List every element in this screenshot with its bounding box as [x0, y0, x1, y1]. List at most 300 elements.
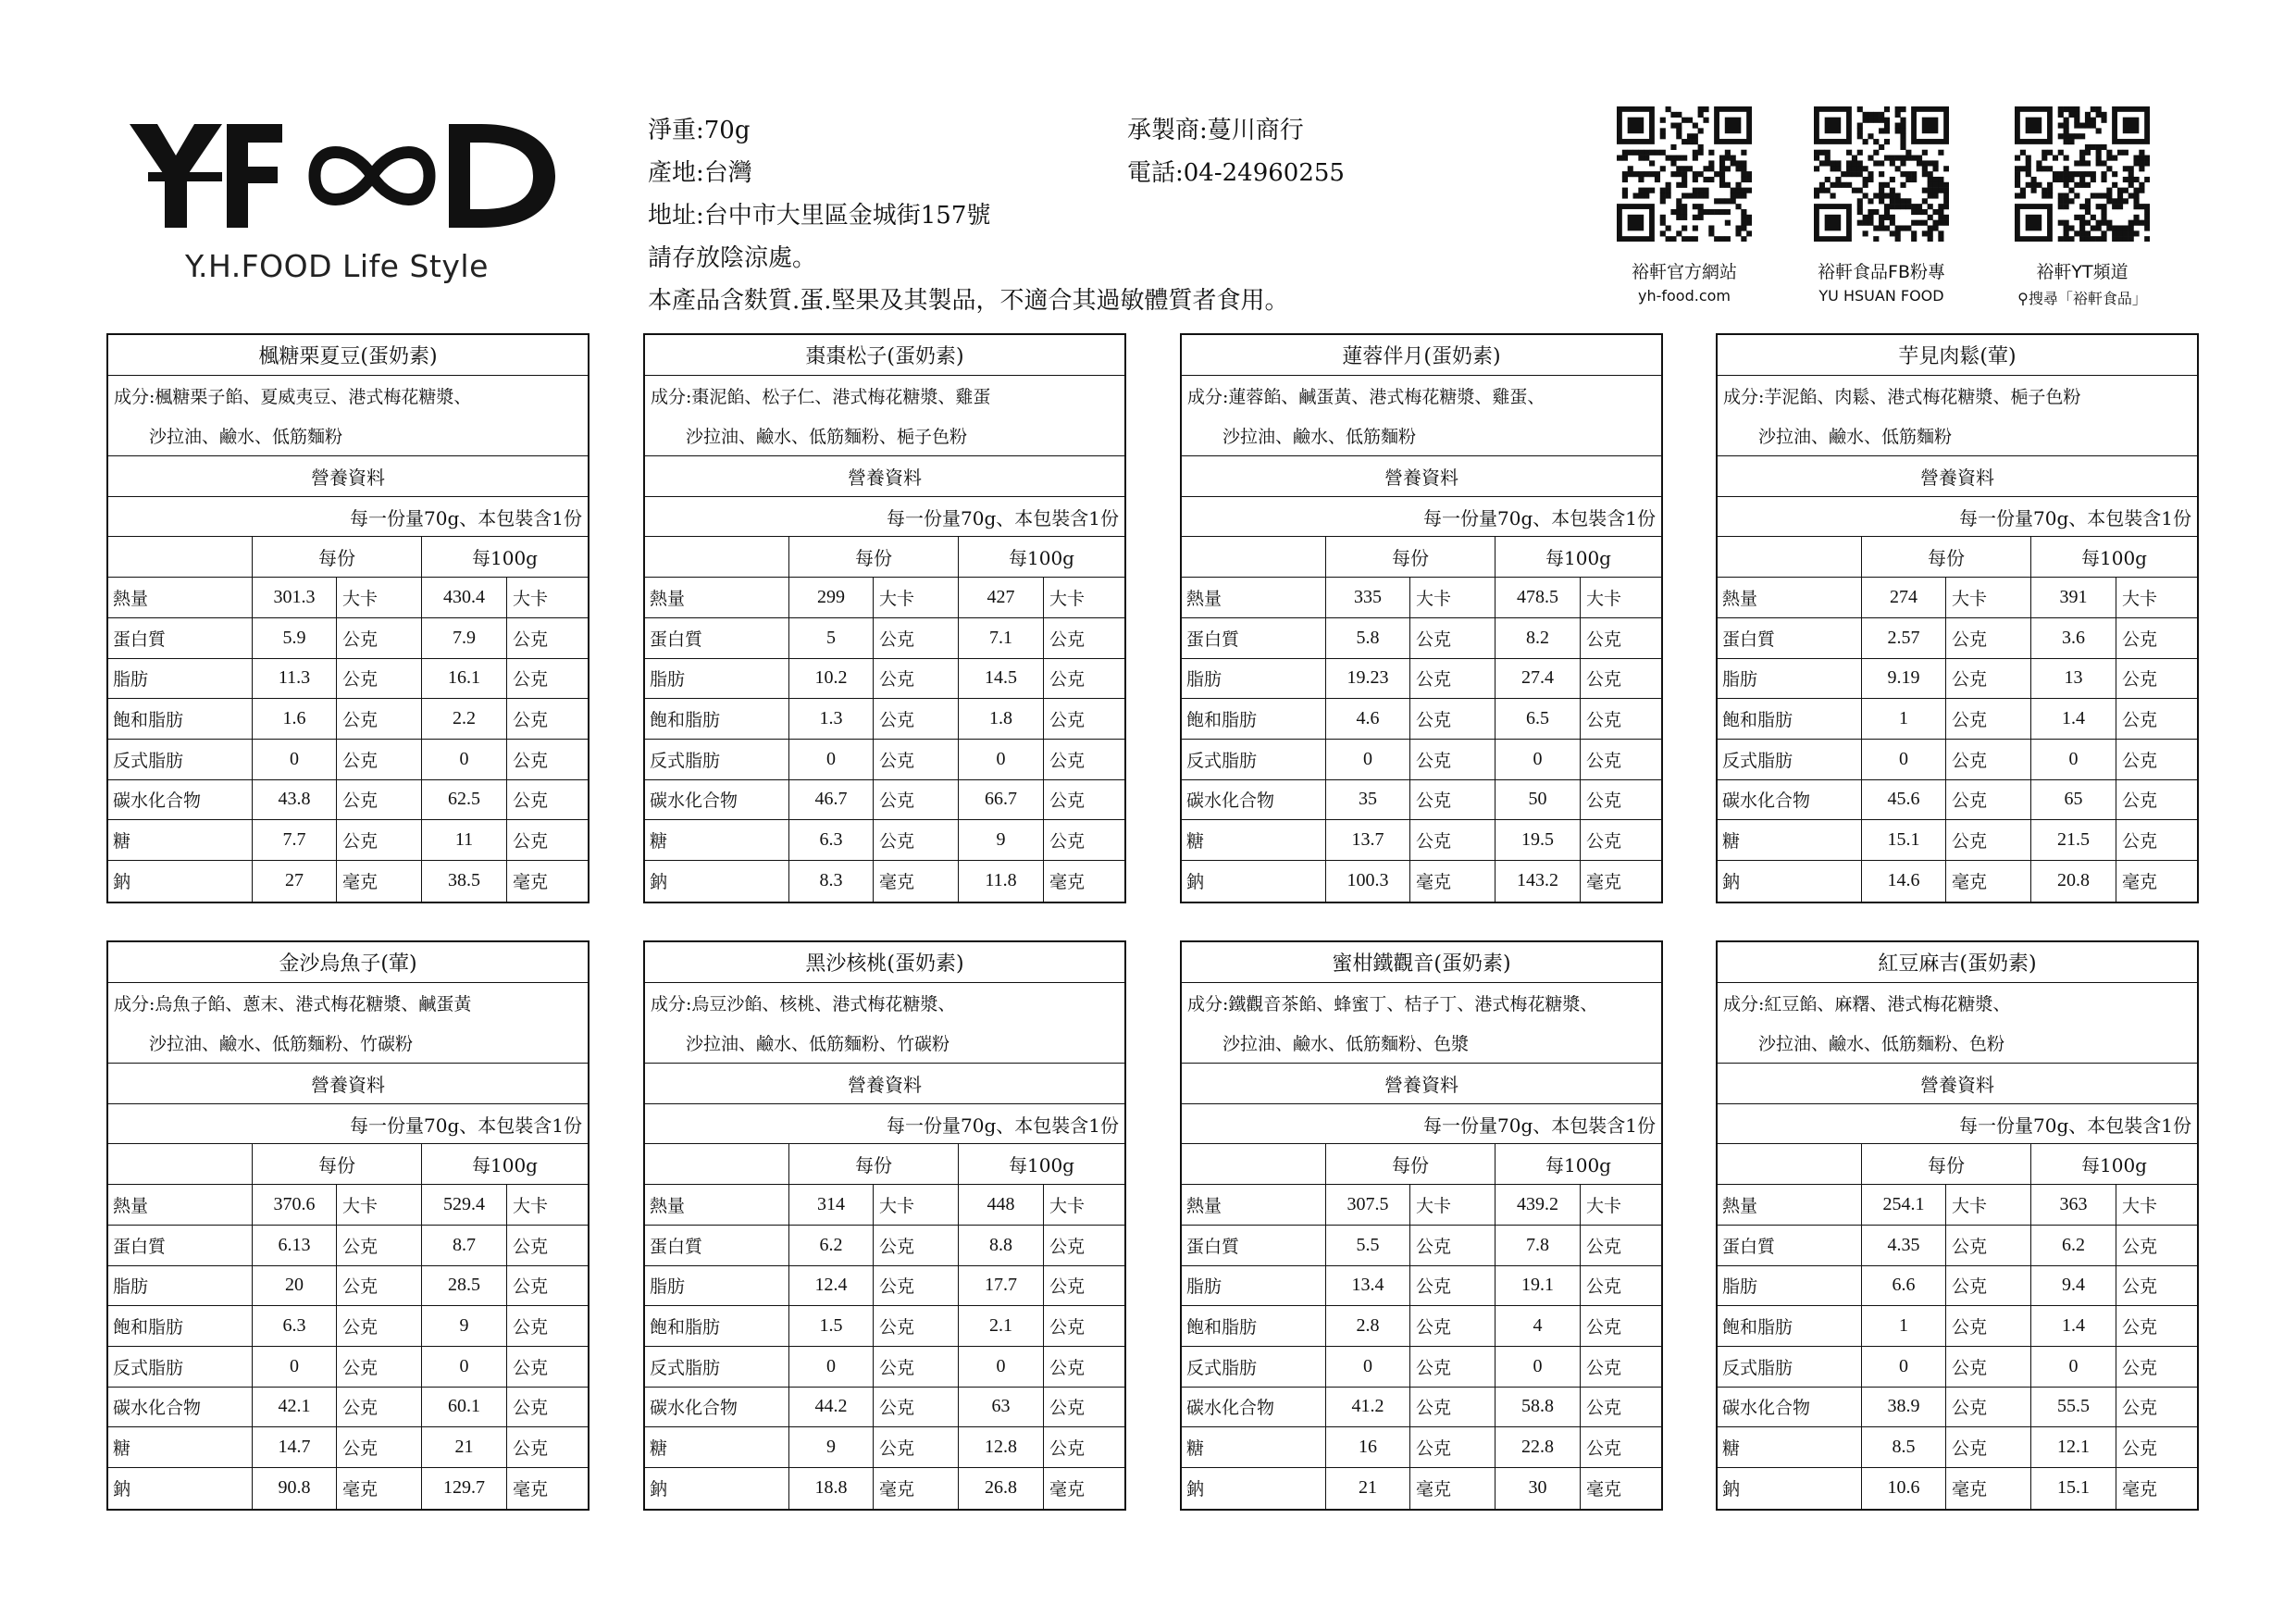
product-card [1180, 940, 1663, 1511]
nutrient-name: 糖 [650, 1438, 668, 1460]
serving-size: 每一份量70g、本包裝含1份 [1182, 497, 1661, 538]
nutrient-row [108, 1468, 588, 1509]
nutrient-row [108, 820, 588, 861]
per-serving-unit: 大卡 [336, 1185, 421, 1225]
nutrient-name: 脂肪 [650, 669, 686, 691]
per-100g-value: 1.4 [2030, 1306, 2116, 1346]
nutrient-row [1718, 1226, 2197, 1266]
nutrient-name: 脂肪 [650, 1276, 686, 1298]
per-100g-value: 8.7 [421, 1226, 506, 1265]
nutrient-name: 鈉 [650, 872, 668, 893]
per-serving-unit: 毫克 [873, 861, 958, 902]
per-serving-unit: 公克 [336, 820, 421, 860]
per-100g-value: 55.5 [2030, 1388, 2116, 1427]
nutrient-row [645, 618, 1124, 659]
per-100g-unit: 公克 [506, 1226, 588, 1265]
nutrient-row [108, 578, 588, 618]
nutrient-row [645, 1185, 1124, 1226]
qr-code-icon [1617, 106, 1752, 242]
serving-size: 每一份量70g、本包裝含1份 [645, 497, 1124, 538]
nutrient-name: 飽和脂肪 [650, 1317, 721, 1338]
per-serving-unit: 毫克 [1945, 861, 2030, 902]
per-serving-unit: 公克 [1945, 1226, 2030, 1265]
nutrient-row [1718, 1306, 2197, 1347]
per-serving-value: 6.3 [788, 820, 873, 860]
nutrient-name: 飽和脂肪 [650, 710, 721, 731]
per-100g-unit: 公克 [2116, 699, 2197, 739]
per-serving-unit: 公克 [1409, 1306, 1495, 1346]
per-serving-unit: 公克 [873, 780, 958, 820]
per-100g-value: 21 [421, 1427, 506, 1467]
qr-fb-page[interactable] [1793, 106, 1969, 305]
per-100g-value: 19.1 [1495, 1266, 1580, 1306]
per-serving-value: 9.19 [1861, 659, 1945, 699]
per-serving-unit: 公克 [336, 1388, 421, 1427]
per-serving-value: 301.3 [252, 578, 336, 617]
maker-info [1127, 109, 1345, 194]
qr-label: 裕軒官方網站 [1631, 262, 1737, 282]
per-serving-unit: 毫克 [336, 861, 421, 902]
per-100g-value: 0 [1495, 740, 1580, 779]
nutrient-name: 熱量 [650, 1195, 686, 1216]
product-name: 金沙烏魚子(葷) [108, 942, 588, 983]
per-100g-unit: 大卡 [506, 1185, 588, 1225]
per-serving-value: 370.6 [252, 1185, 336, 1225]
nutrient-row [108, 1306, 588, 1347]
per-serving-value: 0 [1861, 1347, 1945, 1387]
nutrient-row [108, 1427, 588, 1468]
per-100g-unit: 公克 [1043, 780, 1124, 820]
per-serving-value: 314 [788, 1185, 873, 1225]
nutrient-row [1718, 861, 2197, 902]
per-serving-value: 274 [1861, 578, 1945, 617]
per-serving-value: 18.8 [788, 1468, 873, 1509]
header-per-100g: 每100g [421, 1144, 588, 1184]
per-serving-value: 5.9 [252, 618, 336, 658]
per-100g-value: 0 [958, 740, 1043, 779]
header-per-serving: 每份 [788, 1144, 958, 1184]
per-serving-unit: 公克 [1409, 1388, 1495, 1427]
per-100g-unit: 毫克 [2116, 861, 2197, 902]
nutrition-heading: 營養資料 [108, 1064, 588, 1104]
per-100g-unit: 公克 [2116, 780, 2197, 820]
per-serving-unit: 公克 [1945, 1266, 2030, 1306]
nutrient-name: 反式脂肪 [1722, 1357, 1793, 1378]
per-serving-value: 27 [252, 861, 336, 902]
per-100g-value: 30 [1495, 1468, 1580, 1509]
ingredients-line-1: 成分:棗泥餡、松子仁、港式梅花糖漿、雞蛋 [651, 387, 991, 408]
per-serving-unit: 公克 [1409, 659, 1495, 699]
per-serving-unit: 公克 [873, 1226, 958, 1265]
header-per-serving: 每份 [252, 1144, 421, 1184]
nutrient-row [645, 1347, 1124, 1388]
nutrient-name: 糖 [1186, 1438, 1205, 1460]
per-serving-unit: 公克 [336, 1266, 421, 1306]
per-serving-unit: 公克 [873, 820, 958, 860]
nutrient-row [1718, 659, 2197, 700]
per-100g-value: 439.2 [1495, 1185, 1580, 1225]
per-serving-unit: 公克 [336, 659, 421, 699]
header-per-serving: 每份 [788, 537, 958, 577]
per-100g-unit: 毫克 [2116, 1468, 2197, 1509]
header-per-serving: 每份 [1325, 537, 1495, 577]
nutrient-name: 飽和脂肪 [1722, 1317, 1793, 1338]
per-serving-unit: 大卡 [1409, 1185, 1495, 1225]
nutrient-row [1718, 780, 2197, 821]
per-serving-value: 7.7 [252, 820, 336, 860]
per-serving-value: 10.2 [788, 659, 873, 699]
per-serving-unit: 公克 [1945, 1306, 2030, 1346]
per-100g-value: 129.7 [421, 1468, 506, 1509]
nutrient-name: 碳水化合物 [1722, 790, 1811, 812]
per-100g-value: 60.1 [421, 1388, 506, 1427]
per-100g-value: 2.2 [421, 699, 506, 739]
ingredients-line-2: 沙拉油、鹼水、低筋麵粉、竹碳粉 [645, 1023, 1124, 1064]
per-100g-value: 363 [2030, 1185, 2116, 1225]
per-100g-unit: 公克 [2116, 1266, 2197, 1306]
nutrient-row [645, 699, 1124, 740]
per-serving-unit: 公克 [873, 699, 958, 739]
per-serving-value: 1 [1861, 699, 1945, 739]
nutrient-row [1718, 1347, 2197, 1388]
per-100g-value: 9 [421, 1306, 506, 1346]
nutrient-row [108, 1266, 588, 1307]
nutrient-row [1182, 1347, 1661, 1388]
header-per-100g: 每100g [1495, 537, 1661, 577]
per-100g-unit: 公克 [1580, 699, 1661, 739]
nutrient-row [108, 1226, 588, 1266]
per-100g-unit: 公克 [1580, 618, 1661, 658]
per-serving-unit: 公克 [1409, 740, 1495, 779]
nutrient-name: 脂肪 [1186, 669, 1222, 691]
per-100g-unit: 公克 [1580, 1226, 1661, 1265]
qr-sub: ⚲搜尋「裕軒食品」 [2017, 290, 2147, 307]
header-per-100g: 每100g [2030, 1144, 2197, 1184]
per-serving-value: 254.1 [1861, 1185, 1945, 1225]
qr-sub: YU HSUAN FOOD [1818, 287, 1944, 305]
per-serving-value: 90.8 [252, 1468, 336, 1509]
origin: 產地:台灣 [648, 159, 752, 187]
per-100g-value: 28.5 [421, 1266, 506, 1306]
per-100g-unit: 大卡 [1580, 578, 1661, 617]
nutrient-name: 鈉 [113, 872, 131, 893]
per-serving-value: 16 [1325, 1427, 1409, 1467]
per-100g-unit: 公克 [1043, 1226, 1124, 1265]
per-serving-unit: 毫克 [1945, 1468, 2030, 1509]
per-serving-unit: 公克 [1945, 1347, 2030, 1387]
per-serving-value: 35 [1325, 780, 1409, 820]
ingredients-line-1: 成分:蓮蓉餡、鹹蛋黃、港式梅花糖漿、雞蛋、 [1187, 387, 1545, 408]
search-icon: ⚲ [2017, 290, 2029, 307]
per-100g-unit: 公克 [506, 659, 588, 699]
per-serving-unit: 公克 [1945, 699, 2030, 739]
ingredients-line-2: 沙拉油、鹼水、低筋麵粉 [1182, 416, 1661, 456]
per-100g-value: 7.1 [958, 618, 1043, 658]
nutrient-row [1718, 820, 2197, 861]
nutrient-row [1182, 1226, 1661, 1266]
nutrient-name: 蛋白質 [113, 1236, 167, 1257]
nutrient-row [1182, 659, 1661, 700]
per-100g-unit: 公克 [1580, 1347, 1661, 1387]
nutrition-heading: 營養資料 [1182, 456, 1661, 497]
per-serving-value: 299 [788, 578, 873, 617]
per-100g-unit: 公克 [1043, 1306, 1124, 1346]
header-per-serving: 每份 [1861, 537, 2030, 577]
ingredients-line-1: 成分:紅豆餡、麻糬、港式梅花糖漿、 [1723, 994, 2011, 1015]
nutrient-name: 脂肪 [1722, 1276, 1758, 1298]
qr-code-icon [1814, 106, 1949, 242]
per-serving-value: 335 [1325, 578, 1409, 617]
per-serving-unit: 公克 [1409, 1226, 1495, 1265]
nutrient-name: 蛋白質 [1186, 629, 1240, 650]
per-serving-unit: 公克 [873, 1388, 958, 1427]
serving-size: 每一份量70g、本包裝含1份 [1182, 1104, 1661, 1145]
nutrient-name: 碳水化合物 [650, 1398, 738, 1419]
nutrient-row [645, 1388, 1124, 1428]
per-serving-unit: 公克 [873, 1347, 958, 1387]
per-serving-value: 12.4 [788, 1266, 873, 1306]
per-100g-value: 1.8 [958, 699, 1043, 739]
per-serving-value: 6.13 [252, 1226, 336, 1265]
per-100g-unit: 公克 [1580, 1427, 1661, 1467]
ingredients-line-1: 成分:楓糖栗子餡、夏威夷豆、港式梅花糖漿、 [114, 387, 472, 408]
ingredients-line-2: 沙拉油、鹼水、低筋麵粉、色漿 [1182, 1023, 1661, 1064]
per-100g-value: 17.7 [958, 1266, 1043, 1306]
per-100g-unit: 公克 [1580, 1388, 1661, 1427]
per-100g-value: 65 [2030, 780, 2116, 820]
per-serving-value: 1 [1861, 1306, 1945, 1346]
nutrient-name: 反式脂肪 [1186, 750, 1258, 771]
header-per-100g: 每100g [2030, 537, 2197, 577]
per-serving-value: 6.6 [1861, 1266, 1945, 1306]
per-100g-value: 15.1 [2030, 1468, 2116, 1509]
nutrient-name: 反式脂肪 [650, 1357, 721, 1378]
nutrient-row [645, 861, 1124, 902]
qr-official-site[interactable] [1596, 106, 1772, 305]
nutrient-name: 糖 [1722, 1438, 1741, 1460]
per-100g-value: 66.7 [958, 780, 1043, 820]
ingredients-line-1: 成分:鐵觀音茶餡、蜂蜜丁、桔子丁、港式梅花糖漿、 [1187, 994, 1598, 1015]
nutrient-row [1182, 1306, 1661, 1347]
per-100g-unit: 毫克 [1043, 1468, 1124, 1509]
per-100g-unit: 公克 [2116, 820, 2197, 860]
per-100g-value: 21.5 [2030, 820, 2116, 860]
nutrition-header-row [108, 1144, 588, 1185]
per-serving-value: 0 [1325, 740, 1409, 779]
per-serving-value: 15.1 [1861, 820, 1945, 860]
per-serving-unit: 公克 [1945, 780, 2030, 820]
nutrient-row [1182, 1427, 1661, 1468]
per-serving-value: 14.7 [252, 1427, 336, 1467]
header-blank [645, 1144, 788, 1184]
per-100g-value: 50 [1495, 780, 1580, 820]
product-name: 蜜柑鐵觀音(蛋奶素) [1182, 942, 1661, 983]
per-serving-unit: 公克 [336, 1347, 421, 1387]
per-100g-unit: 公克 [1580, 740, 1661, 779]
per-100g-value: 20.8 [2030, 861, 2116, 902]
per-serving-value: 0 [788, 740, 873, 779]
qr-code-icon [2015, 106, 2150, 242]
nutrient-name: 糖 [113, 831, 131, 853]
per-100g-unit: 毫克 [1043, 861, 1124, 902]
nutrient-name: 反式脂肪 [113, 1357, 184, 1378]
per-serving-value: 5.5 [1325, 1226, 1409, 1265]
per-serving-unit: 大卡 [873, 578, 958, 617]
per-100g-value: 19.5 [1495, 820, 1580, 860]
per-serving-unit: 大卡 [873, 1185, 958, 1225]
qr-yt-channel[interactable] [1994, 106, 2170, 308]
per-serving-value: 0 [1325, 1347, 1409, 1387]
per-serving-value: 14.6 [1861, 861, 1945, 902]
per-serving-unit: 公克 [1945, 740, 2030, 779]
per-100g-unit: 公克 [1043, 699, 1124, 739]
per-serving-value: 1.5 [788, 1306, 873, 1346]
per-100g-unit: 公克 [2116, 659, 2197, 699]
per-serving-value: 46.7 [788, 780, 873, 820]
per-100g-value: 7.8 [1495, 1226, 1580, 1265]
per-100g-unit: 公克 [1043, 1388, 1124, 1427]
nutrient-name: 反式脂肪 [1186, 1357, 1258, 1378]
nutrient-name: 蛋白質 [1186, 1236, 1240, 1257]
per-serving-unit: 公克 [336, 618, 421, 658]
nutrient-name: 熱量 [1722, 1195, 1758, 1216]
per-100g-unit: 毫克 [1580, 1468, 1661, 1509]
nutrient-name: 蛋白質 [1722, 629, 1776, 650]
per-serving-unit: 大卡 [1945, 578, 2030, 617]
per-serving-value: 0 [788, 1347, 873, 1387]
per-100g-unit: 公克 [1043, 1266, 1124, 1306]
per-100g-value: 0 [958, 1347, 1043, 1387]
ingredients-line-2: 沙拉油、鹼水、低筋麵粉 [108, 416, 588, 456]
per-serving-unit: 公克 [336, 1427, 421, 1467]
nutrient-name: 蛋白質 [650, 1236, 703, 1257]
qr-label: 裕軒YT頻道 [2036, 262, 2128, 282]
per-100g-unit: 公克 [1580, 820, 1661, 860]
product-name: 紅豆麻吉(蛋奶素) [1718, 942, 2197, 983]
per-100g-unit: 公克 [2116, 1306, 2197, 1346]
header-per-100g: 每100g [958, 1144, 1124, 1184]
per-serving-value: 2.8 [1325, 1306, 1409, 1346]
address: 地址:台中市大里區金城街157號 [648, 202, 991, 230]
product-name: 棗棗松子(蛋奶素) [645, 335, 1124, 376]
nutrient-row [1718, 618, 2197, 659]
nutrient-row [645, 1306, 1124, 1347]
per-100g-value: 12.1 [2030, 1427, 2116, 1467]
per-100g-value: 529.4 [421, 1185, 506, 1225]
per-100g-value: 143.2 [1495, 861, 1580, 902]
nutrient-name: 飽和脂肪 [113, 1317, 184, 1338]
nutrition-heading: 營養資料 [645, 456, 1124, 497]
nutrient-name: 碳水化合物 [113, 1398, 202, 1419]
per-100g-unit: 大卡 [1043, 578, 1124, 617]
nutrient-row [645, 659, 1124, 700]
nutrient-name: 糖 [650, 831, 668, 853]
per-serving-value: 6.2 [788, 1226, 873, 1265]
nutrient-row [1718, 1266, 2197, 1307]
per-100g-unit: 公克 [506, 1266, 588, 1306]
per-serving-unit: 毫克 [1409, 861, 1495, 902]
nutrition-heading: 營養資料 [1718, 1064, 2197, 1104]
nutrient-name: 鈉 [1722, 1479, 1741, 1500]
per-serving-value: 4.6 [1325, 699, 1409, 739]
ingredients-line-2: 沙拉油、鹼水、低筋麵粉、梔子色粉 [645, 416, 1124, 456]
per-serving-value: 0 [252, 1347, 336, 1387]
per-100g-value: 12.8 [958, 1427, 1043, 1467]
nutrition-header-row [1718, 537, 2197, 578]
per-100g-value: 38.5 [421, 861, 506, 902]
per-100g-unit: 公克 [506, 1388, 588, 1427]
per-100g-value: 8.8 [958, 1226, 1043, 1265]
per-serving-value: 13.4 [1325, 1266, 1409, 1306]
per-100g-unit: 毫克 [506, 861, 588, 902]
product-card [643, 940, 1126, 1511]
serving-size: 每一份量70g、本包裝含1份 [645, 1104, 1124, 1145]
per-serving-unit: 毫克 [336, 1468, 421, 1509]
per-100g-value: 9.4 [2030, 1266, 2116, 1306]
product-card [1716, 940, 2199, 1511]
nutrient-row [108, 1388, 588, 1428]
per-serving-unit: 公克 [336, 1306, 421, 1346]
nutrient-name: 反式脂肪 [650, 750, 721, 771]
per-100g-unit: 公克 [506, 1427, 588, 1467]
per-serving-unit: 公克 [873, 740, 958, 779]
header-blank [645, 537, 788, 577]
nutrient-name: 飽和脂肪 [1722, 710, 1793, 731]
per-100g-value: 16.1 [421, 659, 506, 699]
nutrition-heading: 營養資料 [108, 456, 588, 497]
per-100g-unit: 公克 [506, 820, 588, 860]
per-100g-unit: 公克 [1043, 740, 1124, 779]
nutrient-name: 糖 [1186, 831, 1205, 853]
nutrient-name: 碳水化合物 [113, 790, 202, 812]
product-name: 芋見肉鬆(葷) [1718, 335, 2197, 376]
per-100g-value: 62.5 [421, 780, 506, 820]
per-serving-value: 1.3 [788, 699, 873, 739]
nutrient-row [645, 820, 1124, 861]
per-100g-unit: 大卡 [2116, 578, 2197, 617]
nutrition-header-row [1182, 1144, 1661, 1185]
nutrient-name: 飽和脂肪 [1186, 710, 1258, 731]
per-100g-unit: 公克 [1580, 659, 1661, 699]
per-serving-unit: 公克 [1409, 1347, 1495, 1387]
per-serving-value: 8.3 [788, 861, 873, 902]
nutrition-header-row [645, 1144, 1124, 1185]
nutrient-name: 脂肪 [113, 1276, 149, 1298]
nutrient-row [108, 1347, 588, 1388]
nutrient-row [645, 1468, 1124, 1509]
header-blank [1182, 1144, 1325, 1184]
header-blank [1718, 1144, 1861, 1184]
nutrient-name: 熱量 [113, 588, 149, 609]
nutrient-name: 碳水化合物 [650, 790, 738, 812]
per-serving-unit: 公克 [1945, 820, 2030, 860]
per-100g-unit: 公克 [1043, 1347, 1124, 1387]
per-100g-unit: 公克 [506, 780, 588, 820]
nutrient-row [1182, 1185, 1661, 1226]
allergen-warning: 本產品含麩質.蛋.堅果及其製品，不適合其過敏體質者食用。 [648, 287, 1289, 315]
nutrient-row [108, 618, 588, 659]
per-100g-unit: 公克 [2116, 1388, 2197, 1427]
per-100g-unit: 公克 [506, 618, 588, 658]
nutrient-name: 蛋白質 [650, 629, 703, 650]
header-per-100g: 每100g [1495, 1144, 1661, 1184]
per-serving-value: 42.1 [252, 1388, 336, 1427]
nutrient-name: 碳水化合物 [1722, 1398, 1811, 1419]
nutrient-name: 熱量 [1186, 588, 1222, 609]
per-100g-unit: 公克 [2116, 740, 2197, 779]
per-serving-value: 43.8 [252, 780, 336, 820]
per-serving-unit: 公克 [1409, 699, 1495, 739]
